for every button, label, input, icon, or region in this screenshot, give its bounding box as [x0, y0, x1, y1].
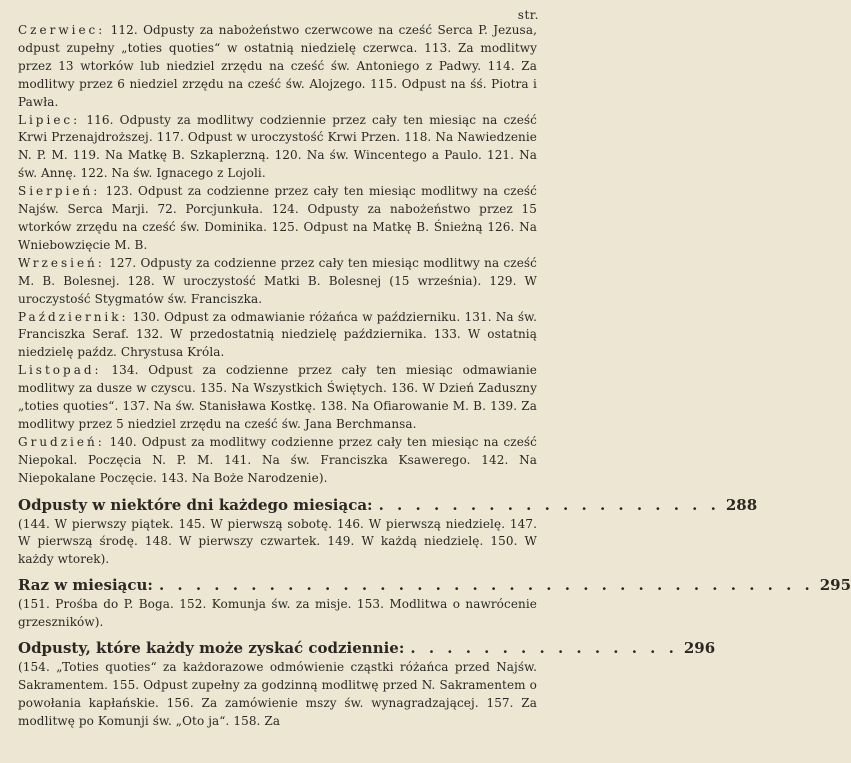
month-entry-november: [18, 362, 537, 434]
month-entry-december: [18, 434, 537, 488]
section-text: (151. Prośba do P. Boga. 152. Komunja św. za misje. 153. Modlitwa o nawrócenie grzeszników).: [18, 597, 537, 630]
section-title: Odpusty w niektóre dni każdego miesiąca:: [18, 495, 373, 514]
leader-dots: . . . . . . . . . . . . . . .: [410, 639, 678, 658]
month-text: 112. Odpusty za nabożeństwo czerwcowe na cześć Serca P. Jezusa, odpust zupełny „toties quoties“ w ostatnią niedzielę czerwca. 113. Za modlitwy przez 13 wtorków lub niedziel zrzędu na cześć św. Antoniego z Padwy. 114. Za modlitwy przez 6 niedziel zrzędu na cześć św. Alojzego. 115. Odpust na śś. Piotra i Pawła.: [18, 23, 537, 109]
month-text: 116. Odpusty za modlitwy codziennie przez cały ten miesiąc na cześć Krwi Przenajdroższej. 117. Odpust w uroczystość Krwi Przen. 118. Na Nawiedzenie N. P. M. 119. Na Matkę B. Szkaplerzną. 120. Na św. Wincentego a Paulo. 121. Na św. Annę. 122. Na św. Ignacego z Lojoli.: [18, 112, 537, 181]
section-title: Raz w miesiącu:: [18, 576, 153, 595]
month-name: Październik:: [18, 309, 129, 324]
month-name: Grudzień:: [18, 434, 105, 449]
month-name: Listopad:: [18, 363, 102, 378]
section-text: (154. „Toties quoties“ za każdorazowe odmówienie cząstki różańca przed Najśw. Sakramentem. 155. Odpust zupełny za godzinną modlitwę przed N. Sakramentem o powołania kapłańskie. 156. Za zamówienie mszy św. wynagradzającej. 157. Za modlitwę po Komunji św. „Oto ja“. 158. Za: [18, 660, 537, 728]
month-text: 140. Odpust za modlitwy codzienne przez cały ten miesiąc na cześć Niepokal. Poczęcia N. P. M. 141. Na św. Franciszka Ksawerego. 142. Na Niepokalane Poczęcie. 143. Na Boże Narodzenie).: [18, 434, 537, 485]
section-text: (144. W pierwszy piątek. 145. W pierwszą sobotę. 146. W pierwszą niedzielę. 147. W pierwszą środę. 148. W pierwszy czwartek. 149. W każdą niedzielę. 150. W każdy wtorek).: [18, 516, 537, 567]
section-heading-monthly-days: [18, 494, 758, 516]
section-title: Odpusty, które każdy może zyskać codziennie:: [18, 639, 405, 658]
month-text: 130. Odpust za odmawianie różańca w październiku. 131. Na św. Franciszka Seraf. 132. W przedostatnią niedzielę października. 133. W ostatnią niedzielę paźdz. Chrystusa Króla.: [18, 309, 537, 360]
month-text: 123. Odpust za codzienne przez cały ten miesiąc modlitwy na cześć Najśw. Serca Marji. 72. Porcjunkuła. 124. Odpusty za nabożeństwo przez 15 wtorków zrzędu na cześć św. Dominika. 125. Odpust na Matkę B. Śnieżną 126. Na Wniebowzięcie M. B.: [18, 184, 537, 252]
month-entry-july: [18, 112, 537, 184]
leader-dots: . . . . . . . . . . . . . . . . . . .: [378, 495, 720, 514]
month-entry-september: [18, 255, 537, 309]
month-text: 134. Odpust za codzienne przez cały ten miesiąc odmawianie modlitwy za dusze w czyscu. 135. Na Wszystkich Świętych. 136. W Dzień Zaduszny „toties quoties“. 137. Na św. Stanisława Kostkę. 138. Na Ofiarowanie M. B. 139. Za modlitwy przez 5 niedziel zrzędu na cześć św. Jana Berchmansa.: [18, 363, 537, 431]
section-heading-daily: [18, 637, 716, 659]
content: [18, 22, 851, 731]
month-name: Sierpień:: [18, 184, 101, 199]
month-entry-october: [18, 309, 537, 363]
section-heading-once-a-month: [18, 574, 851, 596]
month-entry-june: [18, 22, 537, 112]
month-name: Lipiec:: [18, 112, 81, 127]
page-column-label: str.: [517, 8, 539, 22]
page-number: 288: [725, 495, 758, 514]
month-entry-august: [18, 183, 537, 255]
page-number: 296: [683, 639, 716, 658]
month-name: Czerwiec:: [18, 23, 106, 37]
month-name: Wrzesień:: [18, 255, 105, 270]
month-text: 127. Odpusty za codzienne przez cały ten miesiąc modlitwy na cześć M. B. Bolesnej. 128. W uroczystość Matki B. Bolesnej (15 września). 129. W uroczystość Stygmatów św. Franciszka.: [18, 255, 537, 306]
page-number: 295: [819, 576, 851, 595]
leader-dots: . . . . . . . . . . . . . . . . . . . . . . . . . . . . . . . . . . . .: [158, 576, 814, 595]
